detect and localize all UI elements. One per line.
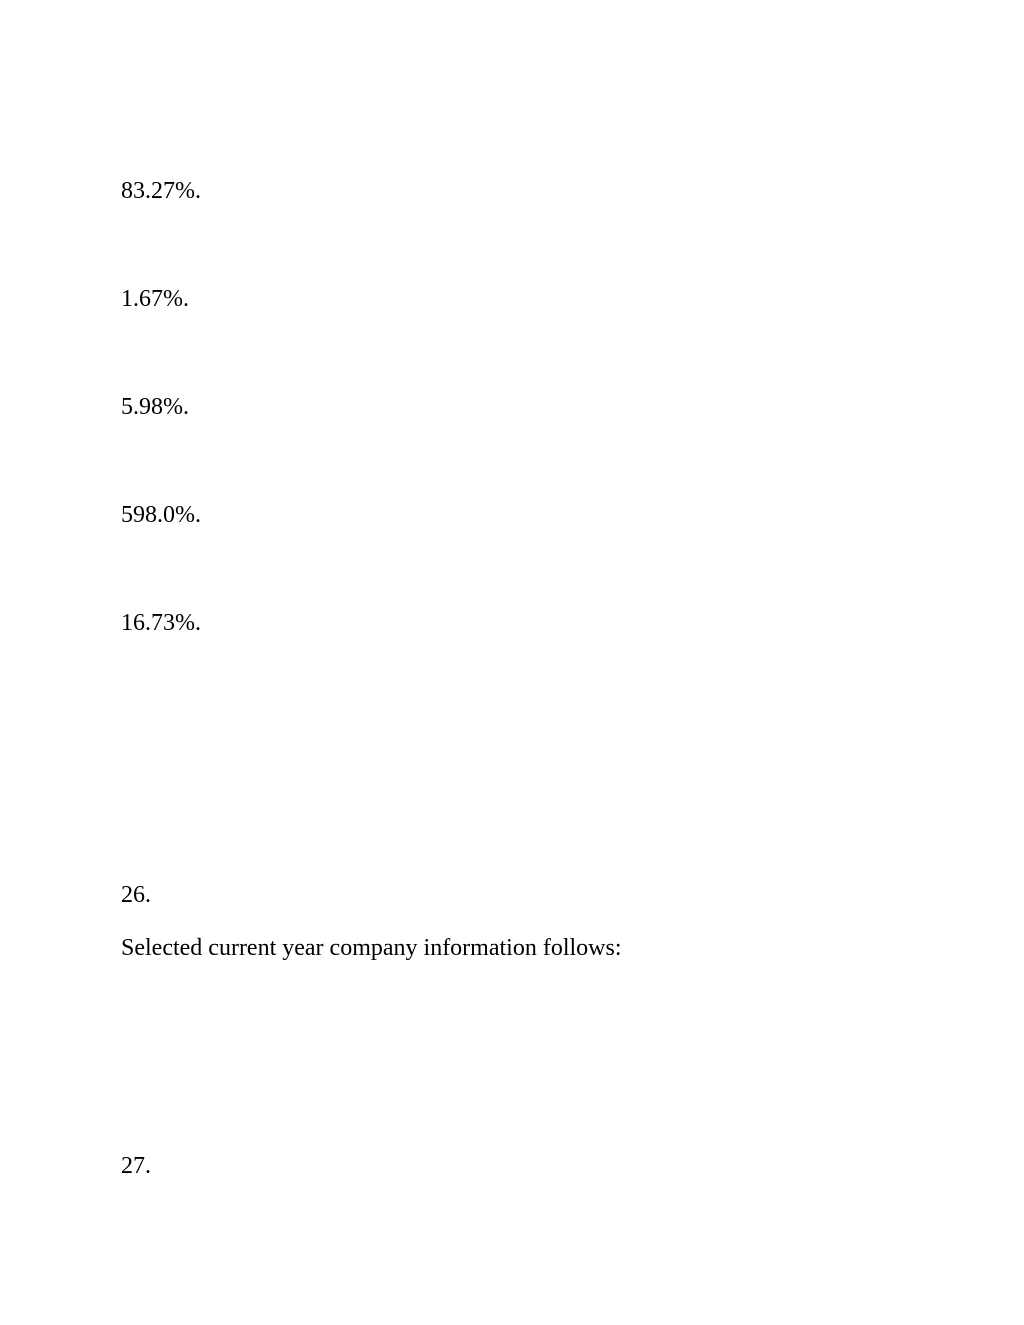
- answer-option: 598.0%.: [121, 502, 201, 528]
- question-text: Selected current year company information follows:: [121, 935, 622, 961]
- answer-option: 5.98%.: [121, 394, 189, 420]
- question-number: 27.: [121, 1153, 151, 1179]
- question-number: 26.: [121, 882, 151, 908]
- answer-option: 16.73%.: [121, 610, 201, 636]
- answer-option: 83.27%.: [121, 178, 201, 204]
- answer-option: 1.67%.: [121, 286, 189, 312]
